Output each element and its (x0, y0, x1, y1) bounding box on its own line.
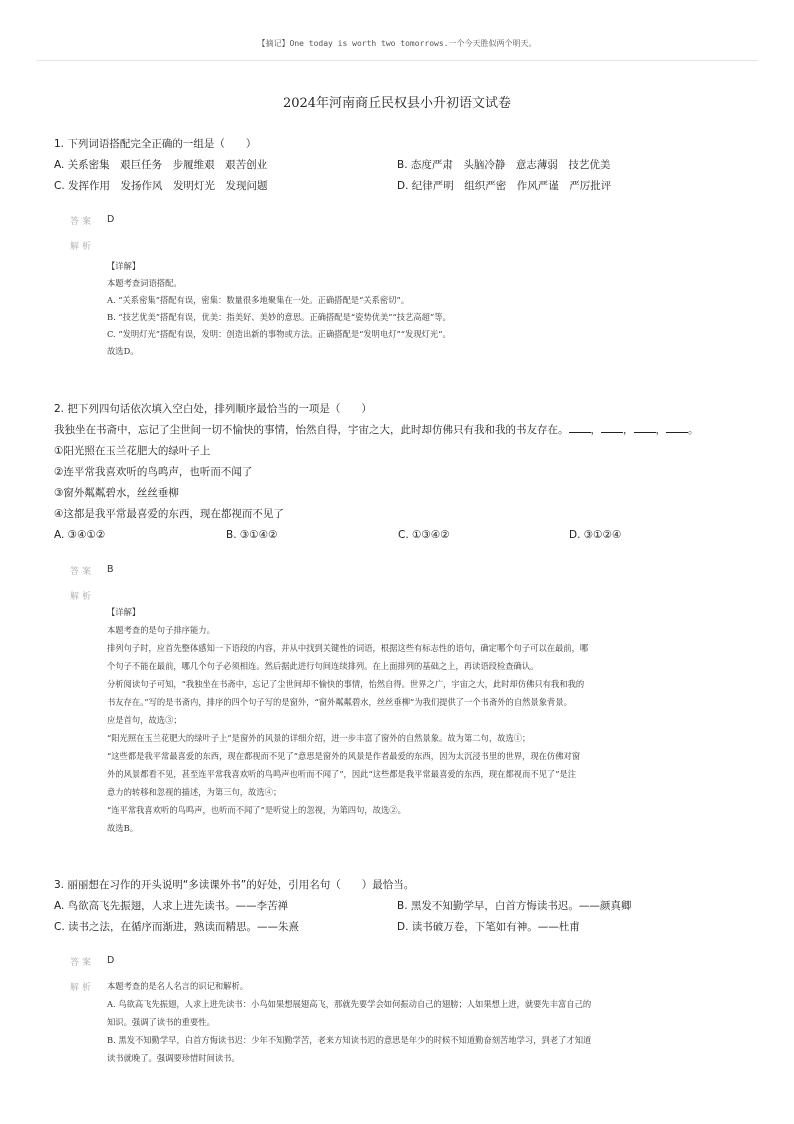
option-c: C. ①③④② (398, 529, 450, 541)
answer-value: B (107, 564, 114, 575)
option-a: A. ③④①② (54, 529, 106, 541)
explanation-line: “阳光照在玉兰花肥大的绿叶子上”是窗外的风景的详细介绍，进一步丰富了窗外的自然景象。故为第二句，故选①； (107, 733, 531, 743)
page-title: 2024年河南商丘民权县小升初语文试卷 (282, 96, 512, 111)
explanation-line: A. “关系密集”搭配有误，密集：数量很多地聚集在一处。正确搭配是“关系密切”。 (107, 295, 410, 305)
option-d: D. 纪律严明 组织严密 作风严谨 严厉批评 (397, 180, 612, 192)
analysis-label: 解析 (70, 592, 95, 602)
question-stem: 3. 丽丽想在习作的开头说明“多读课外书”的好处，引用名句（ ）最恰当。 (54, 879, 415, 891)
header-divider (36, 60, 758, 61)
explanation-line: 外的风景都看不见，甚至连平常我喜欢听的鸟鸣声也听而不闻了”，因此“这些都是我平常最喜爱的东西，现在都视而不见了”是注 (107, 769, 577, 779)
header-motto: 【摘记】One today is worth two tomorrows.一个今天胜似两个明天。 (257, 39, 537, 48)
detail-label: 【详解】 (107, 607, 141, 617)
explanation-line: B. 黑发不知勤学早，白首方悔读书迟：少年不知勤学苦，老来方知读书迟的意思是年少的时候不知道勤奋刻苦地学习，到老了才知道 (107, 1035, 592, 1045)
answer-label: 答案 (70, 567, 95, 577)
explanation-line: “这些都是我平常最喜爱的东西，现在都视而不见了”意思是窗外的风景是作者最爱的东西，因为太沉浸书里的世界，现在仿佛对窗 (107, 751, 581, 761)
explanation-line: 知识。强调了读书的重要性。 (107, 1017, 215, 1027)
option-c: C. 发挥作用 发扬作风 发明灯光 发现问题 (54, 180, 268, 192)
explanation-line: 本题考查的是句子排序能力。 (107, 625, 215, 635)
explanation-line: 排列句子时，应首先整体感知一下语段的内容，并从中找到关键性的词语，根据这些有标志性的语句，确定哪个句子可以在最前，哪 (107, 643, 589, 653)
explanation-line: 应是首句，故选③； (107, 715, 182, 725)
question-stem: 1. 下列词语搭配完全正确的一组是（ ） (54, 138, 257, 150)
analysis-label: 解析 (70, 242, 95, 252)
explanation-line: 本题考查词语搭配。 (107, 278, 182, 288)
explanation-line: 分析阅读句子可知，“我独坐在书斋中，忘记了尘世间却不愉快的事情，怡然自得。世界之广，宇宙之大，此时却仿佛只有我和我的 (107, 679, 585, 689)
fill-blank (666, 423, 688, 433)
explanation-line: 故选B。 (107, 823, 138, 833)
explanation-line: 书友存在。”写的是书斋内，排序的四个句子写的是窗外，“窗外粼粼碧水，丝丝垂柳”为我们提供了一个书斋外的自然景象背景。 (107, 697, 572, 707)
answer-label: 答案 (70, 958, 95, 968)
explanation-line: A. 鸟欲高飞先振翅，人求上进先读书：小鸟如果想展翅高飞，那就先要学会如何振动自己的翅膀；人如果想上进，就要先丰富自己的 (107, 999, 592, 1009)
explanation-line: 本题考查的是名人名言的识记和解析。 (107, 981, 249, 991)
question-stem: 2. 把下列四句话依次填入空白处，排列顺序最恰当的一项是（ ） (54, 403, 372, 415)
answer-label: 答案 (70, 217, 95, 227)
detail-label: 【详解】 (107, 261, 141, 271)
explanation-line: “连平常我喜欢听的鸟鸣声，也听而不闻了”是听觉上的忽视，为第四句，故选②。 (107, 805, 406, 815)
option-a: A. 鸟欲高飞先振翅，人求上进先读书。——李苦禅 (54, 900, 289, 912)
explanation-line: B. “技艺优美”搭配有误，优美：指美好、美妙的意思。正确搭配是“姿势优美”“技艺高超”等。 (107, 312, 451, 322)
answer-value: D (107, 955, 115, 966)
sentence-item: ①阳光照在玉兰花肥大的绿叶子上 (54, 445, 211, 457)
option-b: B. ③①④② (226, 529, 278, 541)
passage-text: 我独坐在书斋中，忘记了尘世间一切不愉快的事情，怡然自得，宇宙之大，此时却仿佛只有我和我的书友存在。 (54, 424, 569, 436)
question-passage: 我独坐在书斋中，忘记了尘世间一切不愉快的事情，怡然自得，宇宙之大，此时却仿佛只有我和我的书友存在。 ， ， ， 。 (54, 424, 699, 436)
option-a: A. 关系密集 艰巨任务 步履维艰 艰苦创业 (54, 159, 268, 171)
option-d: D. 读书破万卷，下笔如有神。——杜甫 (397, 921, 580, 933)
explanation-line: 个句子不能在最前，哪几个句子必须相连。然后据此进行句间连续排列。在上面排列的基础之上，再读语段检查确认。 (107, 661, 539, 671)
answer-value: D (107, 214, 115, 225)
analysis-label: 解析 (70, 983, 95, 993)
option-b: B. 黑发不知勤学早，白首方悔读书迟。——颜真卿 (397, 900, 632, 912)
option-b: B. 态度严肃 头脑冷静 意志薄弱 技艺优美 (397, 159, 611, 171)
explanation-line: 意力的转移和忽视的描述，为第三句，故选④； (107, 787, 282, 797)
sentence-item: ④这都是我平常最喜爱的东西，现在都视而不见了 (54, 508, 284, 520)
explanation-line: 读书就晚了。强调要珍惜时间读书。 (107, 1053, 240, 1063)
explanation-line: 故选D。 (107, 346, 139, 356)
explanation-line: C. “发明灯光”搭配有误，发明：创造出新的事物或方法。正确搭配是“发明电灯”“发现灯光”。 (107, 329, 451, 339)
fill-blank (634, 423, 656, 433)
fill-blank (601, 423, 623, 433)
option-d: D. ③①②④ (569, 529, 622, 541)
option-c: C. 读书之法，在循序而渐进，熟读而精思。——朱熹 (54, 921, 300, 933)
fill-blank (569, 423, 591, 433)
sentence-item: ②连平常我喜欢听的鸟鸣声，也听而不闻了 (54, 466, 253, 478)
sentence-item: ③窗外粼粼碧水，丝丝垂柳 (54, 487, 179, 499)
